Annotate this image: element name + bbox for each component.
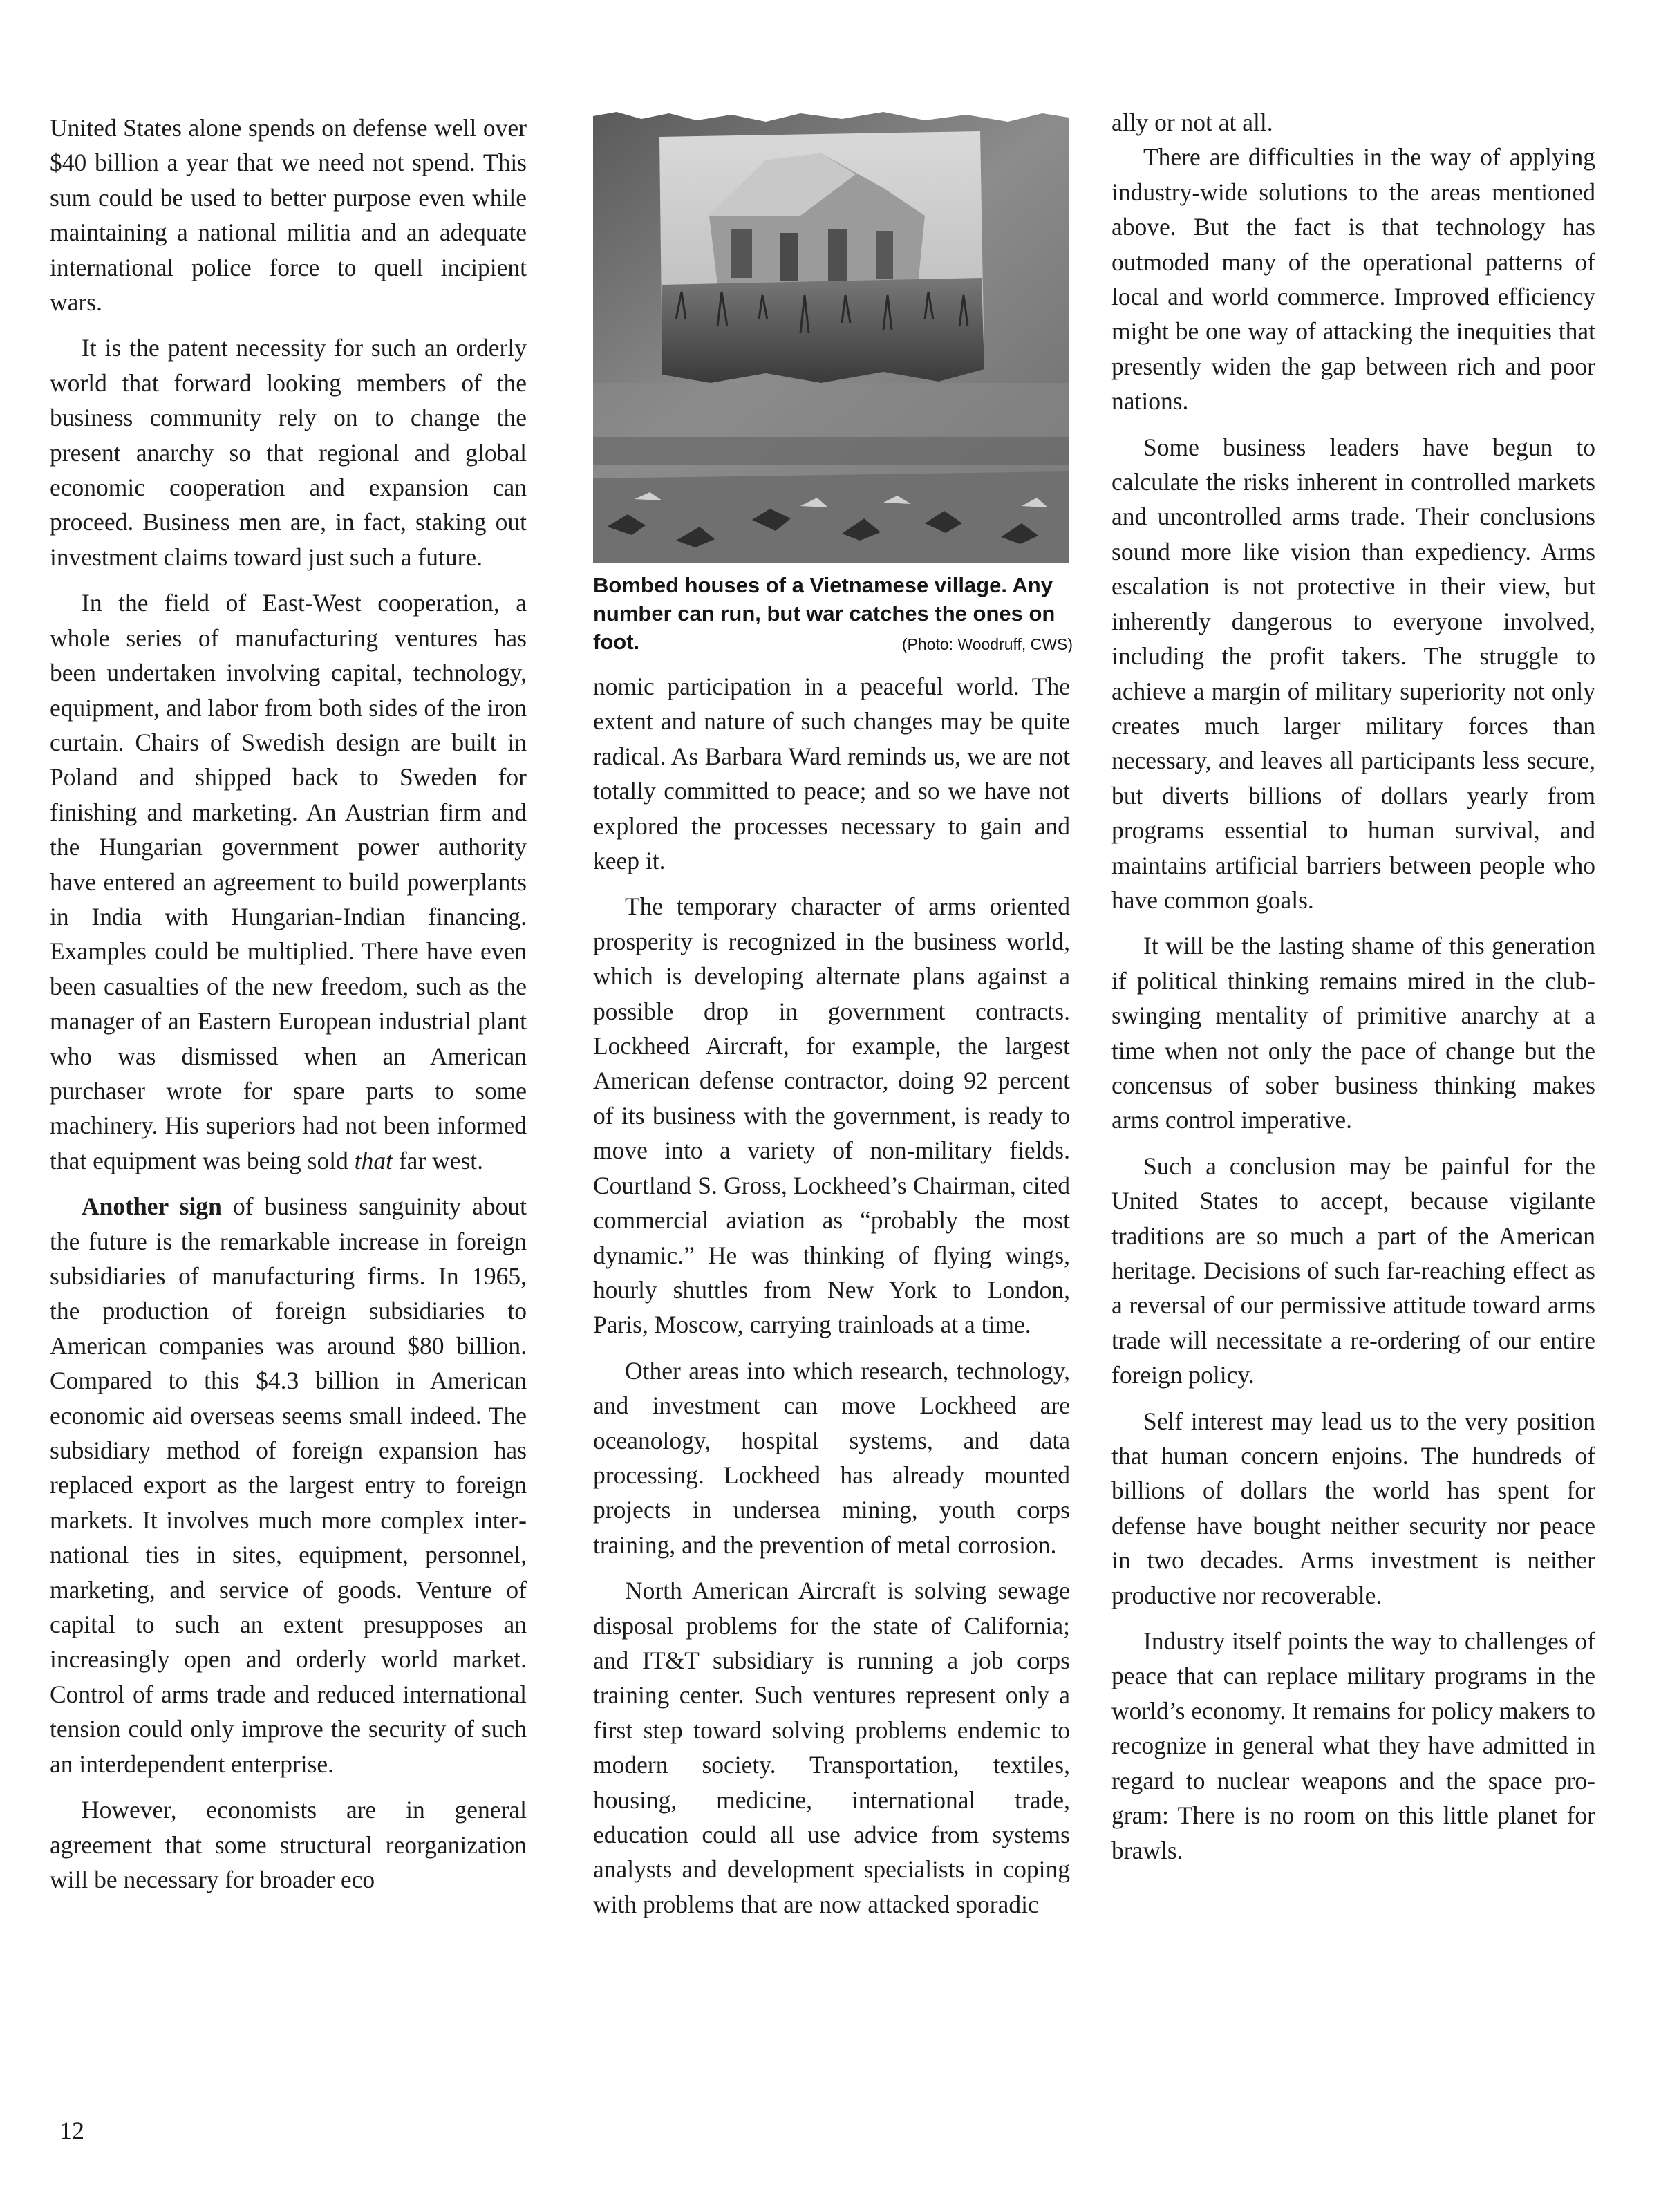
paragraph <box>50 585 527 1178</box>
paragraph: However, economists are in general agreement that some structural reorganization will be necessary for broader eco <box>50 1796 527 1893</box>
paragraph: There are difficulties in the way of applying industry-wide solutions to the areas mentioned above. But the fact is that technology has outmoded many of the operational patterns of local and world commerce. Improved efficiency might be one way of attacking the inequities that presently widen the gap between rich and poor nations. <box>1111 143 1595 415</box>
paragraph-text: of business sanguinity about the future is the remarkable increase in foreign subsidiaries of manufacturing firms. In 1965, the production of foreign subsidiaries to American companies was around $80 billion. Compared to this $4.3 billion in American economic aid overseas seems small indeed. The subsidiary method of foreign expansion has replaced export as the largest entry to foreign markets. It involves much more complex international ties in sites, equipment, personnel, marketing, and service of goods. Venture of capital to such an extent presupposes an increasingly open and orderly world market. Control of arms trade and reduced international tension could only improve the security of such an interdependent enterprise. <box>50 1192 527 1778</box>
paragraph: United States alone spends on defense well over $40 billion a year that we need not spend. This sum could be used to better purpose even while maintaining a national militia and an adequate international police force to quell incipient wars. <box>50 114 527 317</box>
emphasis: that <box>354 1146 393 1174</box>
column-left <box>50 111 527 1897</box>
paragraph: Some business leaders have begun to calculate the risks inherent in controlled markets and uncontrolled arms trade. Their conclusions sound more like vision than expediency. Arms escalation is not protective in their view, but inherently dangerous to everyone involved, including the profit takers. The struggle to achieve a margin of military superiority not only creates much larger military forces than necessary, and leaves all participants less secure, but diverts billions of dollars yearly from programs essential to human survival, and maintains artificial barriers between people who have common goals. <box>1111 433 1595 914</box>
paragraph: ally or not at all. <box>1111 109 1273 136</box>
paragraph: The temporary character of arms oriented prosperity is recognized in the business world, which is developing alternate plans against a possible drop in government contracts. Lockheed Aircraft, for example, the largest American defense contractor, doing 92 percent of its business with the government, is ready to move into a variety of non-military fields. Courtland S. Gross, Lockheed’s Chairman, cited commercial aviation as “probably the most dynamic.” He was thinking of flying wings, hourly shuttles from New York to London, Paris, Moscow, carrying trainloads at a time. <box>593 892 1070 1339</box>
paragraph: Such a conclusion may be painful for the United States to accept, because vigilante traditions are so much a part of the American heritage. Decisions of such far-reaching effect as a reversal of our permissive attitude toward arms trade will necessitate a re-ordering of our entire foreign policy. <box>1111 1152 1595 1389</box>
page-number: 12 <box>59 2117 84 2144</box>
paragraph: It is the patent necessity for such an orderly world that forward looking members of the business community rely on to change the present anarchy so that regional and global economic cooperation and expansion can proceed. Business men are, in fact, staking out investment claims toward just such a future. <box>50 334 527 571</box>
paragraph: nomic participation in a peaceful world. The extent and nature of such changes may be quite radical. As Barbara Ward reminds us, we are not totally committed to peace; and so we have not explored the processes necessary to gain and keep it. <box>593 673 1070 875</box>
paragraph: Industry itself points the way to challenges of peace that can replace military programs in the world’s economy. It remains for policy makers to recognize in general what they have admitted in regard to nuclear weapons and the space program: There is no room on this little planet for brawls. <box>1111 1627 1595 1864</box>
photo-caption <box>593 571 1073 659</box>
paragraph: North American Aircraft is solving sewage disposal problems for the state of California; and IT&T subsidiary is running a job corps training center. Such ventures represent only a first step toward solving problems endemic to modern society. Transportation, textiles, housing, medicine, international trade, education could all use advice from systems analysts and development specialists in coping with problems that are now attacked sporadic <box>593 1577 1070 1918</box>
paragraph-text: In the field of East-West cooperation, a whole series of manufacturing ventures has been undertaken involving capital, technology, equipment, and labor from both sides of the iron curtain. Chairs of Swedish design are built in Poland and shipped back to Sweden for finishing and marketing. An Austrian firm and the Hungarian government power authority have entered an agreement to build powerplants in India with Hungarian-Indian financing. Examples could be multiplied. There have even been casualties of the new freedom, such as the manager of an Eastern European industrial plant who was dismissed when an American purchaser wrote for spare parts to some machinery. His superiors had not been informed that equipment was being sold <box>50 589 527 1174</box>
column-middle <box>593 669 1070 1922</box>
photo-bombed-village <box>593 112 1069 563</box>
paragraph: It will be the lasting shame of this generation if political thinking remains mired in the club-swinging mentality of primitive anarchy at a time when not only the pace of change but the concensus of sober business thinking makes arms control imperative. <box>1111 932 1595 1134</box>
paragraph: Self interest may lead us to the very position that human concern enjoins. The hundreds of billions of dollars the world has spent for defense have bought neither security nor peace in two decades. Arms investment is neither productive nor recoverable. <box>1111 1407 1595 1609</box>
column-right <box>1111 105 1595 1868</box>
caption-text: Bombed houses of a Vietnamese village. Any number can run, but war catches the ones on foot. <box>593 573 1056 654</box>
paragraph <box>50 1189 527 1781</box>
photo-credit: (Photo: Woodruff, CWS) <box>901 635 1073 653</box>
run-in-heading: Another sign <box>82 1192 222 1221</box>
paragraph: Other areas into which research, technology, and investment can move Lockheed are oceanology, hospital systems, and data processing. Lockheed has already mounted projects in undersea mining, youth corps training, and the prevention of metal corrosion. <box>593 1356 1070 1559</box>
paragraph-text: far west. <box>392 1146 484 1174</box>
